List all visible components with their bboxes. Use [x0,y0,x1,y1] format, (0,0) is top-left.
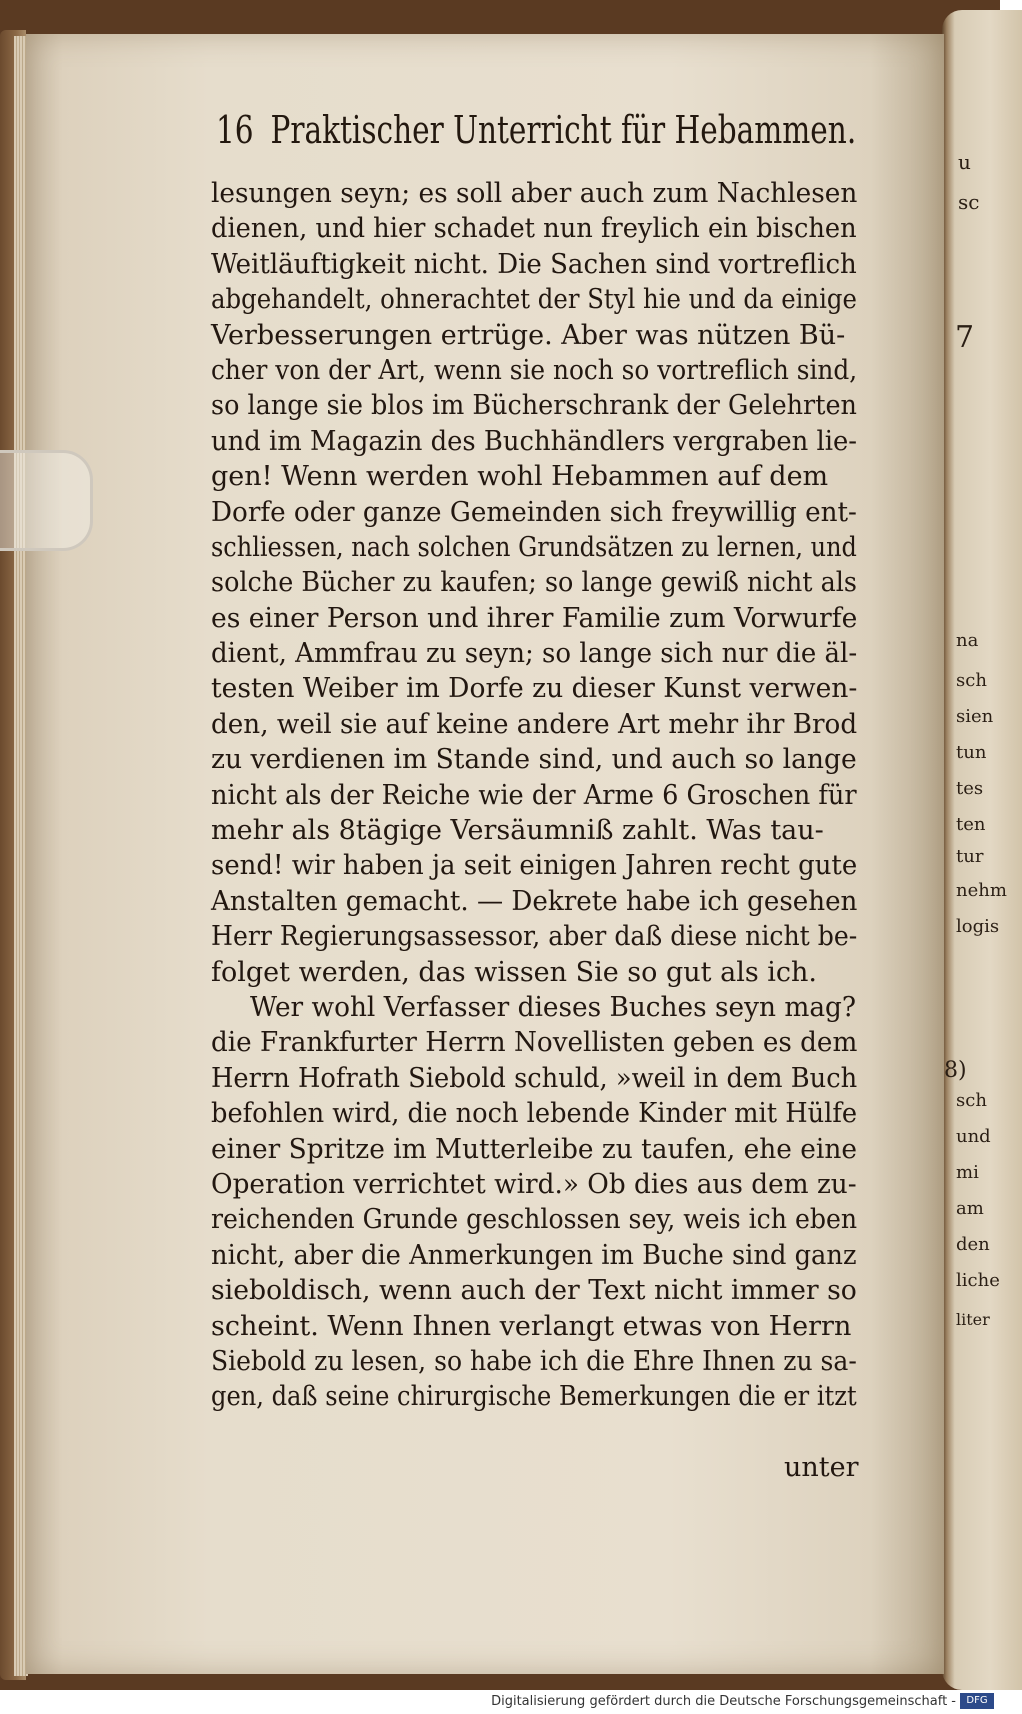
body-text [211,176,857,1415]
text-line: einer Spritze im Mutterleibe zu taufen, ehe eine [211,1133,857,1165]
text-line: gen! Wenn werden wohl Hebammen auf dem [211,461,829,493]
running-title: Praktischer Unterricht für Hebammen. [270,108,857,152]
text-line: nicht als der Reiche wie der Arme 6 Groschen für [211,779,857,811]
text-line: Weitläuftigkeit nicht. Die Sachen sind vortreflich [211,248,857,280]
text-line: Anstalten gemacht. — Dekrete habe ich gesehen [211,885,858,917]
text-line: es einer Person und ihrer Familie zum Vorwurfe [211,602,858,634]
text-line: zu verdienen im Stande sind, und auch so lange [211,744,857,776]
facing-page-fragment: mi [956,1162,979,1183]
text-line: mehr als 8tägige Versäumniß zahlt. Was tau- [211,815,824,847]
facing-page-fragment: sien [956,706,994,727]
facing-page-fragment: 7 [955,320,975,355]
text-line: Siebold zu lesen, so habe ich die Ehre Ihnen zu sa- [211,1345,857,1377]
page-clip [0,450,93,551]
facing-page-fragment: na [956,630,979,651]
catchword: unter [784,1452,859,1483]
text-line: den, weil sie auf keine andere Art mehr ihr Brod [211,708,858,740]
text-line: dienen, und hier schadet nun freylich ein bischen [211,213,857,245]
text-line: Herrn Hofrath Siebold schuld, »weil in dem Buch [211,1062,858,1094]
text-line: Wer wohl Verfasser dieses Buches seyn mag? [250,991,857,1023]
facing-page-fragment: liter [956,1310,990,1329]
facing-page-fragment: tur [956,846,984,867]
text-line: befohlen wird, die noch lebende Kinder mit Hülfe [211,1098,858,1130]
text-line: abgehandelt, ohnerachtet der Styl hie und da einige [211,284,857,316]
footer-bar [0,1690,1000,1714]
footer-credit: Digitalisierung gefördert durch die Deutsche Forschungsgemeinschaft - [491,1694,956,1709]
text-line: lesungen seyn; es soll aber auch zum Nachlesen [211,178,858,209]
text-line: Dorfe oder ganze Gemeinden sich freywillig ent- [211,496,857,528]
text-line: send! wir haben ja seit einigen Jahren recht gute [211,850,858,882]
text-line: so lange sie blos im Bücherschrank der Gelehrten [211,390,857,422]
text-line: Verbesserungen ertrüge. Aber was nützen Bü- [211,319,846,351]
text-line: sieboldisch, wenn auch der Text nicht immer so [211,1275,857,1307]
facing-page-fragment: liche [956,1270,1000,1291]
text-line: Herr Regierungsassessor, aber daß diese nicht be- [211,921,858,953]
text-line: Operation verrichtet wird.» Ob dies aus dem zu- [211,1168,857,1200]
text-line: solche Bücher zu kaufen; so lange gewiß nicht als [211,567,857,599]
text-line: reichenden Grunde geschlossen sey, weis ich eben [211,1204,858,1236]
running-header [216,108,857,164]
text-line: testen Weiber im Dorfe zu dieser Kunst verwen- [211,673,858,705]
facing-page-fragment: ten [956,814,986,835]
facing-page-fragment: u [958,150,971,174]
text-line: folget werden, das wissen Sie so gut als ich. [211,956,818,988]
text-line: nicht, aber die Anmerkungen im Buche sind ganz [211,1239,857,1271]
text-line: cher von der Art, wenn sie noch so vortreflich sind, [211,354,858,386]
facing-page-fragment: und [956,1126,991,1147]
text-line: die Frankfurter Herrn Novellisten geben es dem [211,1027,858,1059]
facing-page-fragment: den [956,1234,990,1255]
facing-page-fragment: tun [956,742,987,763]
text-line: und im Magazin des Buchhändlers vergraben lie- [211,425,858,457]
page-number: 16 [216,108,254,152]
facing-page-fragment: sch [956,670,987,691]
text-line: gen, daß seine chirurgische Bemerkungen die er itzt [211,1381,857,1413]
facing-page-fragment: logis [956,916,1000,937]
text-line: schliessen, nach solchen Grundsätzen zu lernen, und [211,531,857,563]
facing-page-fragment: sc [958,190,980,214]
facing-page-fragment: am [956,1198,984,1219]
text-line: dient, Ammfrau zu seyn; so lange sich nur die äl- [211,638,858,670]
facing-page-fragment: tes [956,778,984,799]
facing-page-fragment: 8) [944,1058,967,1083]
facing-page-fragment: sch [956,1090,987,1111]
text-line: scheint. Wenn Ihnen verlangt etwas von Herrn [211,1310,852,1342]
facing-page-fragment: nehm [956,880,1007,901]
dfg-logo: DFG [960,1693,994,1709]
